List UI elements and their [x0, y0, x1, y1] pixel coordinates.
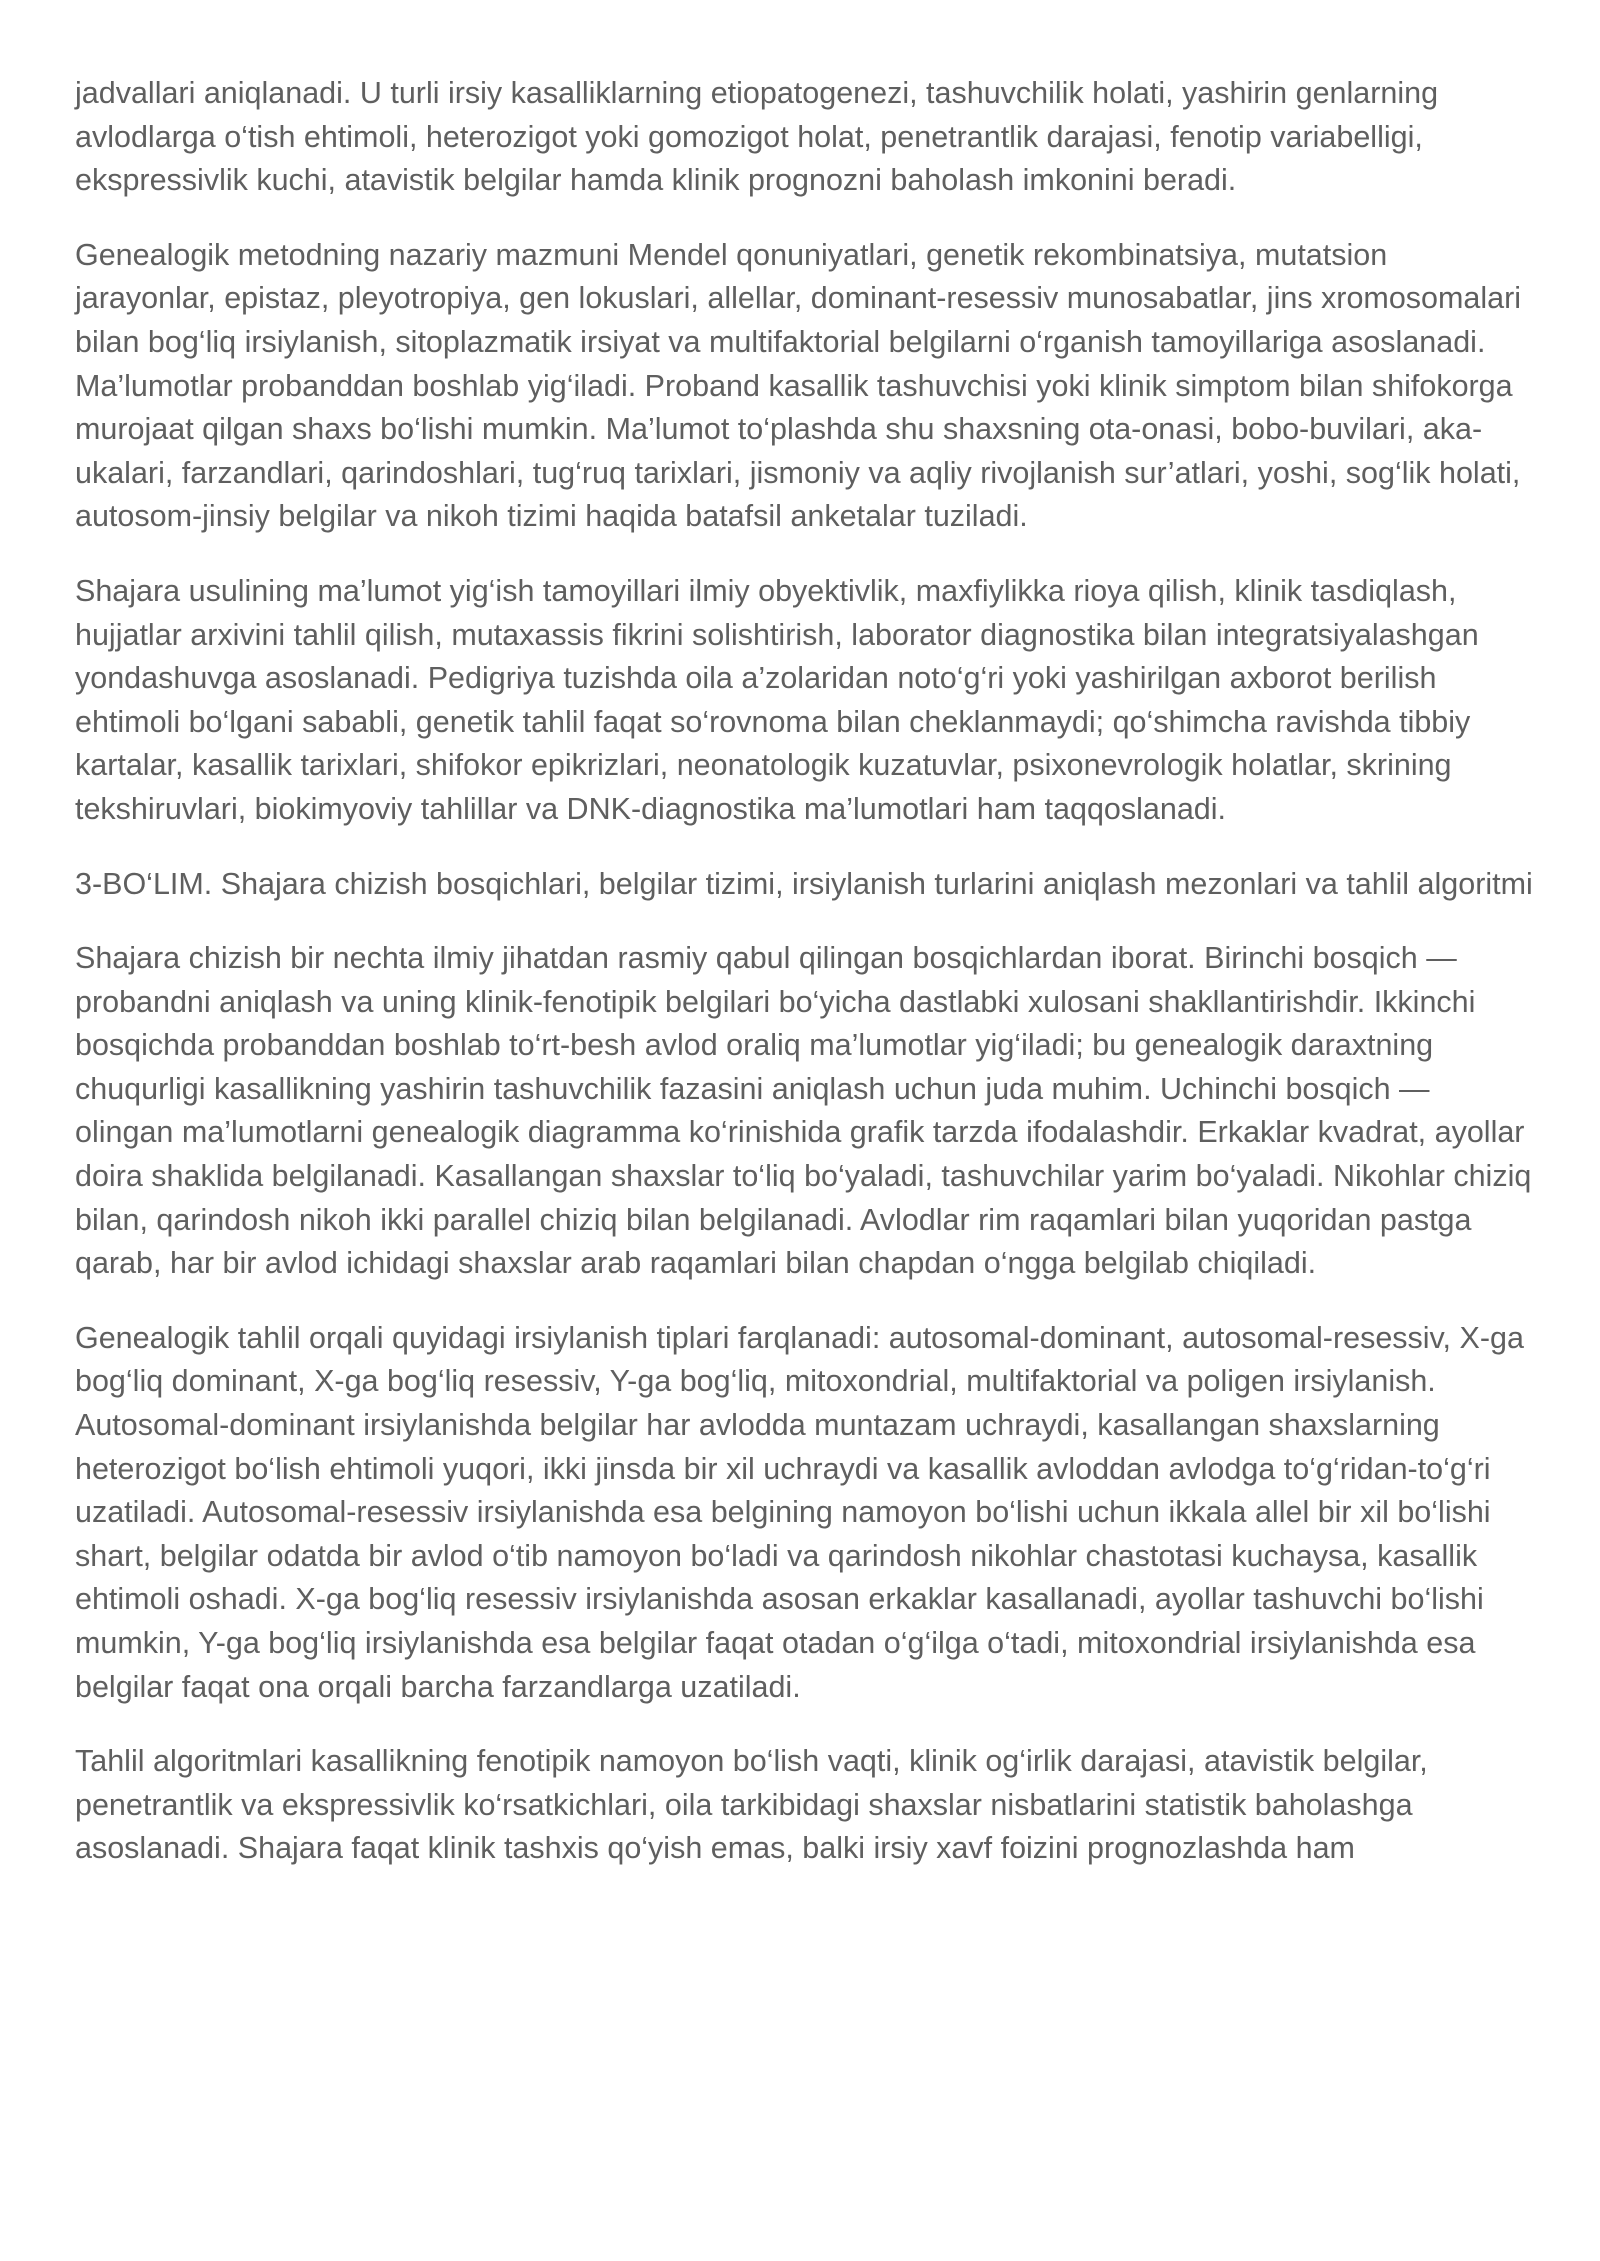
section-heading: 3-BO‘LIM. Shajara chizish bosqichlari, belgilar tizimi, irsiylanish turlarini aniqlash mezonlari va tahlil algoritmi [75, 866, 1533, 901]
paragraph-inheritance-types: Genealogik tahlil orqali quyidagi irsiylanish tiplari farqlanadi: autosomal-dominant, autosomal-resessiv, X-ga bog‘liq dominant, X-ga bog‘liq resessiv, Y-ga bog‘liq, mitoxondrial, multifaktorial va poligen irsiylanish. Autosomal-dominant irsiylanishda belgilar har avlodda muntazam uchraydi, kasallangan shaxslarning heterozigot bo‘lish ehtimoli yuqori, ikki jinsda bir xil uchraydi va kasallik avloddan avlodga to‘g‘ridan-to‘g‘ri uzatiladi. Autosomal-resessiv irsiylanishda esa belgining namoyon bo‘lishi uchun ikkala allel bir xil bo‘lishi shart, belgilar odatda bir avlod o‘tib namoyon bo‘ladi va qarindosh nikohlar chastotasi kuchaysa, kasallik ehtimoli oshadi. X-ga bog‘liq resessiv irsiylanishda asosan erkaklar kasallanadi, ayollar tashuvchi bo‘lishi mumkin, Y-ga bog‘liq irsiylanishda esa belgilar faqat otadan o‘g‘ilga o‘tadi, mitoxondrial irsiylanishda esa belgilar faqat ona orqali barcha farzandlarga uzatiladi. [75, 1320, 1524, 1704]
paragraph-data-collection-principles: Shajara usulining ma’lumot yig‘ish tamoyillari ilmiy obyektivlik, maxfiylikka rioya qilish, klinik tasdiqlash, hujjatlar arxivini tahlil qilish, mutaxassis fikrini solishtirish, laborator diagnostika bilan integratsiyalashgan yondashuvga asoslanadi. Pedigriya tuzishda oila a’zolaridan noto‘g‘ri yoki yashirilgan axborot berilish ehtimoli bo‘lgani sababli, genetik tahlil faqat so‘rovnoma bilan cheklanmaydi; qo‘shimcha ravishda tibbiy kartalar, kasallik tarixlari, shifokor epikrizlari, neonatologik kuzatuvlar, psixonevrologik holatlar, skrining tekshiruvlari, biokimyoviy tahlillar va DNK-diagnostika ma’lumotlari ham taqqoslanadi. [75, 573, 1479, 826]
paragraph-genealogical-theory: Genealogik metodning nazariy mazmuni Mendel qonuniyatlari, genetik rekombinatsiya, mutatsion jarayonlar, epistaz, pleyotropiya, gen lokuslari, allellar, dominant-resessiv munosabatlar, jins xromosomalari bilan bog‘liq irsiylanish, sitoplazmatik irsiyat va multifaktorial belgilarni o‘rganish tamoyillariga asoslanadi. Ma’lumotlar probanddan boshlab yig‘iladi. Proband kasallik tashuvchisi yoki klinik simptom bilan shifokorga murojaat qilgan shaxs bo‘lishi mumkin. Ma’lumot to‘plashda shu shaxsning ota-onasi, bobo-buvilari, aka-ukalari, farzandlari, qarindoshlari, tug‘ruq tarixlari, jismoniy va aqliy rivojlanish sur’atlari, yoshi, sog‘lik holati, autosom-jinsiy belgilar va nikoh tizimi haqida batafsil anketalar tuziladi. [75, 237, 1522, 534]
paragraph-drawing-stages: Shajara chizish bir nechta ilmiy jihatdan rasmiy qabul qilingan bosqichlardan iborat. Birinchi bosqich — probandni aniqlash va uning klinik-fenotipik belgilari bo‘yicha dastlabki xulosani shakllantirishdir. Ikkinchi bosqichda probanddan boshlab to‘rt-besh avlod oraliq ma’lumotlar yig‘iladi; bu genealogik daraxtning chuqurligi kasallikning yashirin tashuvchilik fazasini aniqlash uchun juda muhim. Uchinchi bosqich — olingan ma’lumotlarni genealogik diagramma ko‘rinishida grafik tarzda ifodalashdir. Erkaklar kvadrat, ayollar doira shaklida belgilanadi. Kasallangan shaxslar to‘liq bo‘yaladi, tashuvchilar yarim bo‘yaladi. Nikohlar chiziq bilan, qarindosh nikoh ikki parallel chiziq bilan belgilanadi. Avlodlar rim raqamlari bilan yuqoridan pastga qarab, har bir avlod ichidagi shaxslar arab raqamlari bilan chapdan o‘ngga belgilab chiqiladi. [75, 941, 1532, 1281]
document-page [75, 72, 1535, 1902]
paragraph-pedigree-purpose: jadvallari aniqlanadi. U turli irsiy kasalliklarning etiopatogenezi, tashuvchilik holati, yashirin genlarning avlodlarga o‘tish ehtimoli, heterozigot yoki gomozigot holat, penetrantlik darajasi, fenotip variabelligi, ekspressivlik kuchi, atavistik belgilar hamda klinik prognozni baholash imkonini beradi. [75, 76, 1439, 198]
paragraph-analysis-algorithms: Tahlil algoritmlari kasallikning fenotipik namoyon bo‘lish vaqti, klinik og‘irlik darajasi, atavistik belgilar, penetrantlik va ekspressivlik ko‘rsatkichlari, oila tarkibidagi shaxslar nisbatlarini statistik baholashga asoslanadi. Shajara faqat klinik tashxis qo‘yish emas, balki irsiy xavf foizini prognozlashda ham [75, 1744, 1428, 1866]
